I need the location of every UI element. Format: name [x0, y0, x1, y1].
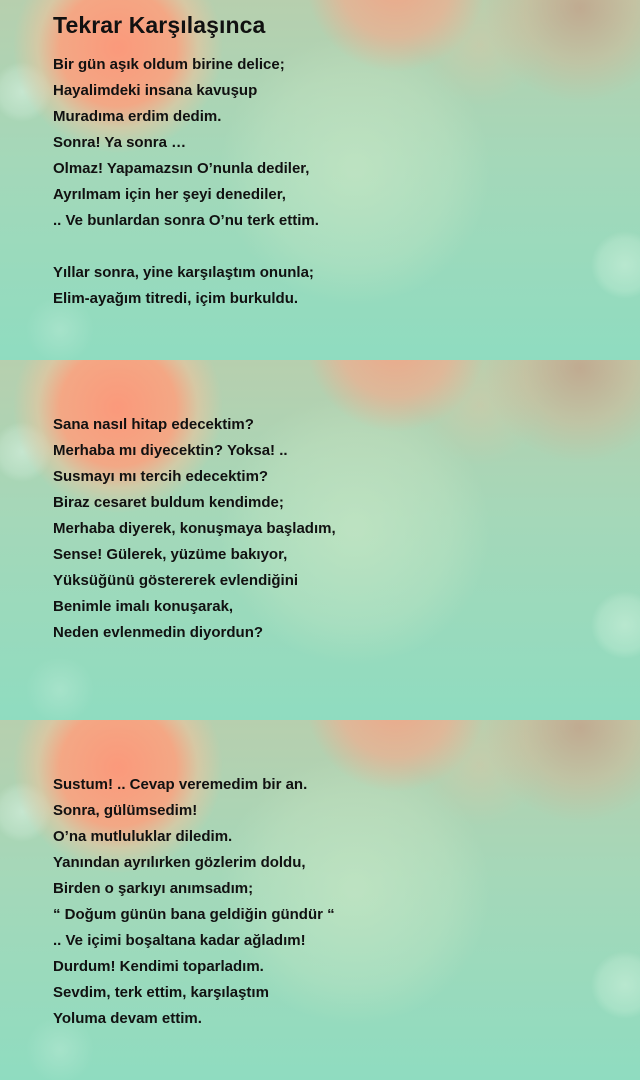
poem-line: Benimle imalı konuşarak, — [53, 598, 234, 615]
poem-line: Sonra! Ya sonra … — [53, 134, 187, 151]
stanza-1 — [53, 52, 319, 312]
poem-line: Sustum! .. Cevap veremedim bir an. — [53, 776, 308, 793]
poem-line: Birden o şarkıyı anımsadım; — [53, 880, 254, 897]
poem-line: Yüksüğünü göstererek evlendiğini — [53, 572, 299, 589]
poem-line: Olmaz! Yapamazsın O’nunla dediler, — [53, 160, 310, 177]
poem-line: Ayrılmam için her şeyi denediler, — [53, 186, 286, 203]
poem-line: .. Ve bunlardan sonra O’nu terk ettim. — [53, 212, 319, 229]
poem-line: Merhaba mı diyecektin? Yoksa! .. — [53, 442, 288, 459]
poem-line: Sonra, gülümsedim! — [53, 802, 198, 819]
poem-card-1 — [0, 0, 640, 360]
poem-line: Yoluma devam ettim. — [53, 1010, 202, 1027]
poem-line: Yanından ayrılırken gözlerim doldu, — [53, 854, 306, 871]
poem-line: Elim-ayağım titredi, içim burkuldu. — [53, 290, 299, 307]
poem-card-2 — [0, 360, 640, 720]
poem-line: Sense! Gülerek, yüzüme bakıyor, — [53, 546, 288, 563]
poem-line: Neden evlenmedin diyordun? — [53, 624, 264, 641]
poem-line: Yıllar sonra, yine karşılaştım onunla; — [53, 264, 314, 281]
poem-line: Bir gün aşık oldum birine delice; — [53, 56, 285, 73]
poem-line: Susmayı mı tercih edecektim? — [53, 468, 269, 485]
poem-card-3 — [0, 720, 640, 1080]
poem-line: “ Doğum günün bana geldiğin gündür “ — [53, 906, 335, 923]
poem-line: Muradıma erdim dedim. — [53, 108, 222, 125]
poem-line: Sevdim, terk ettim, karşılaştım — [53, 984, 269, 1001]
poem-title: Tekrar Karşılaşınca — [53, 12, 266, 38]
poem-line: Hayalimdeki insana kavuşup — [53, 82, 258, 99]
stanza-3 — [53, 772, 335, 1032]
stanza-break — [53, 234, 319, 260]
poem-line: .. Ve içimi boşaltana kadar ağladım! — [53, 932, 306, 949]
poem-line: Durdum! Kendimi toparladım. — [53, 958, 264, 975]
stanza-2 — [53, 412, 336, 646]
poem-line: O’na mutluluklar diledim. — [53, 828, 233, 845]
poem-line: Biraz cesaret buldum kendimde; — [53, 494, 284, 511]
poem-line: Merhaba diyerek, konuşmaya başladım, — [53, 520, 336, 537]
poem-line: Sana nasıl hitap edecektim? — [53, 416, 254, 433]
